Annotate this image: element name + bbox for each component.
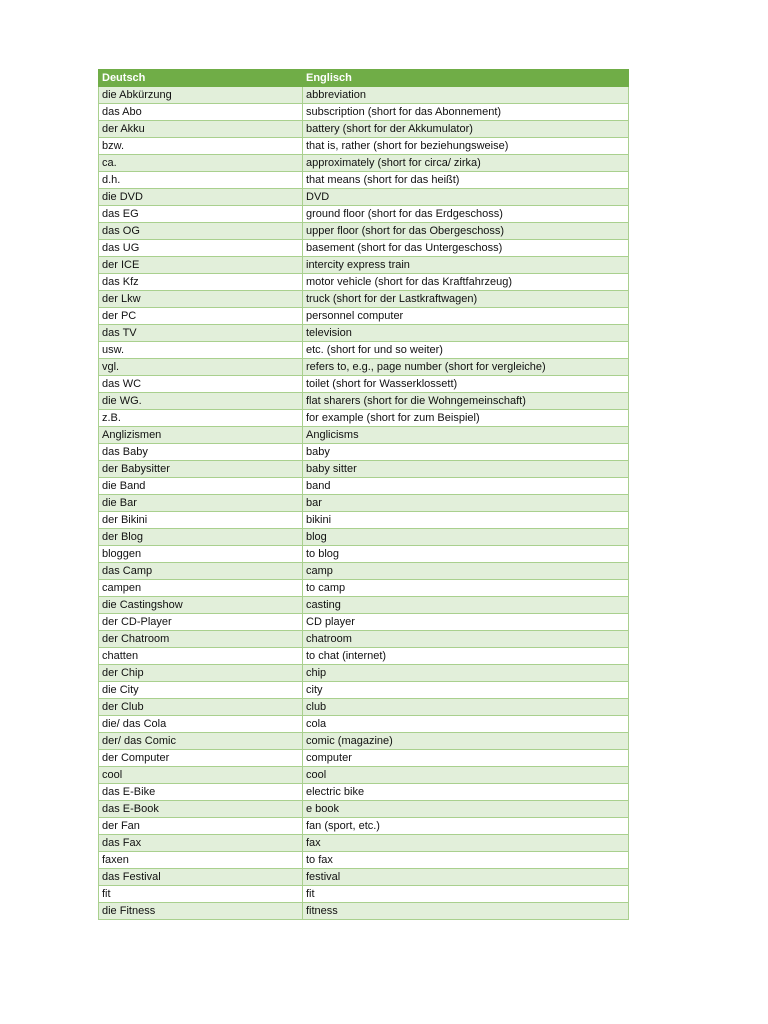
table-row bbox=[99, 461, 629, 478]
cell-englisch: camp bbox=[303, 563, 629, 580]
cell-englisch: subscription (short for das Abonnement) bbox=[303, 104, 629, 121]
table-row bbox=[99, 580, 629, 597]
cell-deutsch: fit bbox=[99, 886, 303, 903]
table-row bbox=[99, 767, 629, 784]
header-englisch: Englisch bbox=[303, 70, 629, 87]
table-row bbox=[99, 631, 629, 648]
cell-deutsch: faxen bbox=[99, 852, 303, 869]
table-row bbox=[99, 444, 629, 461]
table-row bbox=[99, 121, 629, 138]
cell-deutsch: das OG bbox=[99, 223, 303, 240]
cell-englisch: flat sharers (short for die Wohngemeinschaft) bbox=[303, 393, 629, 410]
table-row bbox=[99, 478, 629, 495]
cell-englisch: to blog bbox=[303, 546, 629, 563]
table-row bbox=[99, 801, 629, 818]
cell-deutsch: d.h. bbox=[99, 172, 303, 189]
cell-englisch: personnel computer bbox=[303, 308, 629, 325]
cell-deutsch: das E-Book bbox=[99, 801, 303, 818]
cell-englisch: fitness bbox=[303, 903, 629, 920]
table-row bbox=[99, 818, 629, 835]
cell-englisch: band bbox=[303, 478, 629, 495]
table-row bbox=[99, 835, 629, 852]
cell-englisch: baby sitter bbox=[303, 461, 629, 478]
cell-englisch: CD player bbox=[303, 614, 629, 631]
table-row bbox=[99, 308, 629, 325]
cell-deutsch: der Chatroom bbox=[99, 631, 303, 648]
cell-englisch: fax bbox=[303, 835, 629, 852]
cell-englisch: television bbox=[303, 325, 629, 342]
table-row bbox=[99, 155, 629, 172]
cell-englisch: refers to, e.g., page number (short for vergleiche) bbox=[303, 359, 629, 376]
table-row bbox=[99, 274, 629, 291]
cell-englisch: chip bbox=[303, 665, 629, 682]
cell-deutsch: der Club bbox=[99, 699, 303, 716]
cell-englisch: DVD bbox=[303, 189, 629, 206]
cell-deutsch: bzw. bbox=[99, 138, 303, 155]
cell-deutsch: die DVD bbox=[99, 189, 303, 206]
table-row bbox=[99, 614, 629, 631]
cell-deutsch: vgl. bbox=[99, 359, 303, 376]
table-row bbox=[99, 750, 629, 767]
cell-englisch: baby bbox=[303, 444, 629, 461]
cell-englisch: upper floor (short for das Obergeschoss) bbox=[303, 223, 629, 240]
cell-englisch: ground floor (short for das Erdgeschoss) bbox=[303, 206, 629, 223]
cell-deutsch: die Band bbox=[99, 478, 303, 495]
cell-deutsch: chatten bbox=[99, 648, 303, 665]
table-row bbox=[99, 291, 629, 308]
table-row bbox=[99, 563, 629, 580]
cell-deutsch: der PC bbox=[99, 308, 303, 325]
cell-deutsch: der Computer bbox=[99, 750, 303, 767]
table-row bbox=[99, 393, 629, 410]
header-row bbox=[99, 70, 629, 87]
cell-englisch: fit bbox=[303, 886, 629, 903]
cell-englisch: Anglicisms bbox=[303, 427, 629, 444]
cell-englisch: cool bbox=[303, 767, 629, 784]
cell-englisch: city bbox=[303, 682, 629, 699]
cell-englisch: to chat (internet) bbox=[303, 648, 629, 665]
table-row bbox=[99, 869, 629, 886]
cell-deutsch: das Fax bbox=[99, 835, 303, 852]
cell-deutsch: campen bbox=[99, 580, 303, 597]
cell-deutsch: bloggen bbox=[99, 546, 303, 563]
cell-deutsch: z.B. bbox=[99, 410, 303, 427]
cell-englisch: approximately (short for circa/ zirka) bbox=[303, 155, 629, 172]
table-row bbox=[99, 206, 629, 223]
table-header bbox=[99, 70, 629, 87]
cell-deutsch: cool bbox=[99, 767, 303, 784]
table-row bbox=[99, 903, 629, 920]
cell-deutsch: die/ das Cola bbox=[99, 716, 303, 733]
table-row bbox=[99, 529, 629, 546]
table-row bbox=[99, 223, 629, 240]
cell-englisch: toilet (short for Wasserklossett) bbox=[303, 376, 629, 393]
cell-englisch: casting bbox=[303, 597, 629, 614]
cell-englisch: that is, rather (short for beziehungsweise) bbox=[303, 138, 629, 155]
cell-englisch: cola bbox=[303, 716, 629, 733]
cell-deutsch: das UG bbox=[99, 240, 303, 257]
cell-englisch: etc. (short for und so weiter) bbox=[303, 342, 629, 359]
table-row bbox=[99, 325, 629, 342]
table-row bbox=[99, 427, 629, 444]
cell-englisch: to fax bbox=[303, 852, 629, 869]
cell-deutsch: der Bikini bbox=[99, 512, 303, 529]
cell-deutsch: der Lkw bbox=[99, 291, 303, 308]
cell-deutsch: der Fan bbox=[99, 818, 303, 835]
cell-deutsch: das Festival bbox=[99, 869, 303, 886]
cell-deutsch: die Bar bbox=[99, 495, 303, 512]
cell-englisch: blog bbox=[303, 529, 629, 546]
cell-deutsch: der Blog bbox=[99, 529, 303, 546]
cell-englisch: to camp bbox=[303, 580, 629, 597]
cell-englisch: computer bbox=[303, 750, 629, 767]
cell-deutsch: die WG. bbox=[99, 393, 303, 410]
cell-deutsch: das TV bbox=[99, 325, 303, 342]
table-row bbox=[99, 376, 629, 393]
cell-englisch: that means (short for das heißt) bbox=[303, 172, 629, 189]
cell-englisch: basement (short for das Untergeschoss) bbox=[303, 240, 629, 257]
cell-englisch: electric bike bbox=[303, 784, 629, 801]
cell-englisch: motor vehicle (short for das Kraftfahrzeug) bbox=[303, 274, 629, 291]
table-row bbox=[99, 172, 629, 189]
cell-deutsch: die City bbox=[99, 682, 303, 699]
table-row bbox=[99, 87, 629, 104]
table-row bbox=[99, 597, 629, 614]
table-row bbox=[99, 648, 629, 665]
table-row bbox=[99, 189, 629, 206]
cell-englisch: for example (short for zum Beispiel) bbox=[303, 410, 629, 427]
cell-deutsch: die Abkürzung bbox=[99, 87, 303, 104]
table-row bbox=[99, 733, 629, 750]
table-row bbox=[99, 886, 629, 903]
table-row bbox=[99, 257, 629, 274]
cell-deutsch: das Kfz bbox=[99, 274, 303, 291]
cell-englisch: club bbox=[303, 699, 629, 716]
header-deutsch: Deutsch bbox=[99, 70, 303, 87]
table-row bbox=[99, 716, 629, 733]
table-row bbox=[99, 359, 629, 376]
cell-deutsch: der Chip bbox=[99, 665, 303, 682]
table-row bbox=[99, 852, 629, 869]
table-row bbox=[99, 682, 629, 699]
cell-englisch: abbreviation bbox=[303, 87, 629, 104]
cell-deutsch: Anglizismen bbox=[99, 427, 303, 444]
cell-deutsch: der/ das Comic bbox=[99, 733, 303, 750]
table-row bbox=[99, 240, 629, 257]
cell-deutsch: der CD-Player bbox=[99, 614, 303, 631]
cell-deutsch: die Fitness bbox=[99, 903, 303, 920]
table-row bbox=[99, 512, 629, 529]
cell-englisch: e book bbox=[303, 801, 629, 818]
cell-englisch: truck (short for der Lastkraftwagen) bbox=[303, 291, 629, 308]
cell-deutsch: das WC bbox=[99, 376, 303, 393]
cell-deutsch: ca. bbox=[99, 155, 303, 172]
cell-deutsch: der Akku bbox=[99, 121, 303, 138]
cell-deutsch: das E-Bike bbox=[99, 784, 303, 801]
cell-englisch: comic (magazine) bbox=[303, 733, 629, 750]
cell-englisch: bikini bbox=[303, 512, 629, 529]
table-row bbox=[99, 699, 629, 716]
cell-deutsch: das Camp bbox=[99, 563, 303, 580]
cell-deutsch: die Castingshow bbox=[99, 597, 303, 614]
cell-englisch: intercity express train bbox=[303, 257, 629, 274]
table-row bbox=[99, 495, 629, 512]
cell-deutsch: das Abo bbox=[99, 104, 303, 121]
cell-englisch: battery (short for der Akkumulator) bbox=[303, 121, 629, 138]
table-row bbox=[99, 784, 629, 801]
table-row bbox=[99, 546, 629, 563]
cell-deutsch: der ICE bbox=[99, 257, 303, 274]
cell-englisch: chatroom bbox=[303, 631, 629, 648]
table-row bbox=[99, 138, 629, 155]
cell-deutsch: das EG bbox=[99, 206, 303, 223]
table-row bbox=[99, 665, 629, 682]
cell-englisch: fan (sport, etc.) bbox=[303, 818, 629, 835]
cell-deutsch: usw. bbox=[99, 342, 303, 359]
table-row bbox=[99, 342, 629, 359]
cell-englisch: bar bbox=[303, 495, 629, 512]
vocabulary-table bbox=[98, 69, 629, 920]
cell-deutsch: der Babysitter bbox=[99, 461, 303, 478]
table-row bbox=[99, 104, 629, 121]
table-body bbox=[99, 87, 629, 920]
cell-deutsch: das Baby bbox=[99, 444, 303, 461]
cell-englisch: festival bbox=[303, 869, 629, 886]
table-row bbox=[99, 410, 629, 427]
